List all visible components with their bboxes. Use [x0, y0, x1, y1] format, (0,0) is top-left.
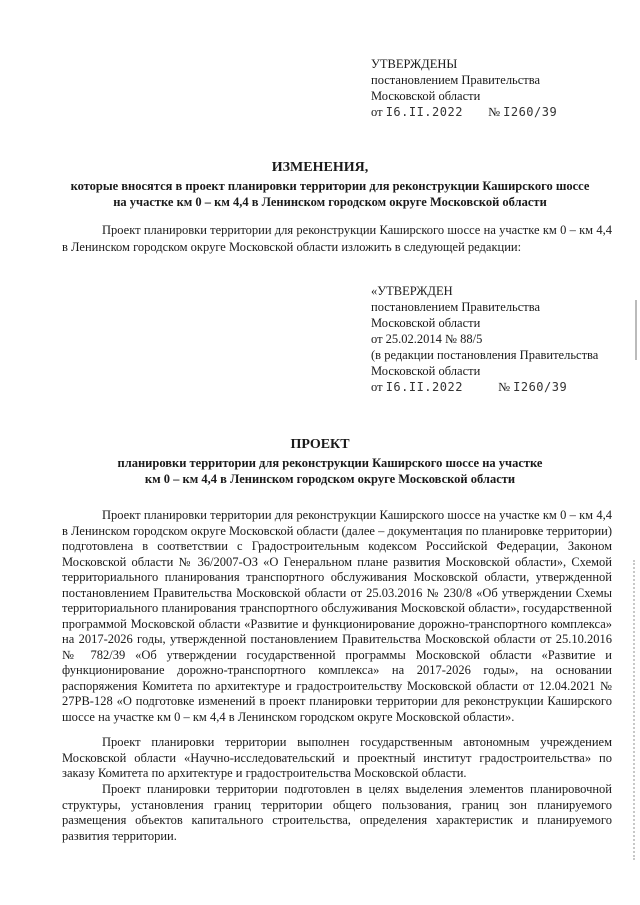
approval-block-edition — [371, 283, 598, 395]
approval2-edition-region: Московской области — [371, 364, 481, 378]
changes-subtitle-line2: на участке км 0 – км 4,4 в Ленинском городском округе Московской области — [113, 195, 547, 209]
scan-edge-mark — [635, 300, 637, 360]
approval2-region: Московской области — [371, 316, 481, 330]
body-paragraph-1-text: Проект планировки территории для реконструкции Каширского шоссе на участке км 0 – км 4,4 в Ленинском городском округе Московской области (далее – документация по планировке территории) подготовлена в соответствии с Градостроительным кодексом Российской Федерации, Законом Московской области № 36/2007-ОЗ «О Генеральном плане развития Московской области», Схемой территориального планирования транспортного обслуживания Московской области, утвержденной постановлением Правительства Московской области от 25.03.2016 № 230/8 «Об утверждении Схемы территориального планирования транспортного обслуживания Московской области», государственной программой Московской области «Развитие и функционирование дорожно-транспортного комплекса» на 2017-2026 годы, утвержденной постановлением Правительства Московской области от 25.10.2016 № 782/39 «Об утверждении государственной программы Московской области «Развитие и функционирование дорожно-транспортного комплекса» на 2017-2026 годы», на основании распоряжения Комитета по архитектуре и градостроительству Московской области от 12.04.2021 № 27РВ-128 «О подготовке изменений в проект планировки территории для реконструкции Каширского шоссе на участке км 0 – км 4,4 в Ленинском городском округе Московской области». — [62, 508, 612, 724]
approval-date-prefix: от — [371, 105, 383, 119]
body-paragraph-3-text: Проект планировки территории подготовлен в целях выделения элементов планировочной структуры, установления границ территории общего пользования, границ зон планируемого размещения объектов капитального строительства, определения характеристик и планируемого развития территории. — [62, 782, 612, 843]
project-subtitle — [40, 455, 620, 487]
approval-number: I260/39 — [503, 105, 558, 119]
approval-date: I6.II.2022 — [385, 105, 463, 119]
changes-subtitle-line1: которые вносятся в проект планировки территории для реконструкции Каширского шоссе — [70, 179, 590, 193]
intro-paragraph-text: Проект планировки территории для реконструкции Каширского шоссе на участке км 0 – км 4,4 в Ленинском городском округе Московской области изложить в следующей редакции: — [62, 223, 612, 254]
approval2-authority: постановлением Правительства — [371, 300, 541, 314]
project-subtitle-line2: км 0 – км 4,4 в Ленинском городском округе Московской области — [144, 472, 516, 486]
approval2-date: I6.II.2022 — [385, 380, 463, 394]
approval-heading: УТВЕРЖДЕНЫ — [371, 57, 458, 71]
approval2-original-date: от 25.02.2014 № 88/5 — [371, 332, 483, 346]
changes-title: ИЗМЕНЕНИЯ, — [271, 160, 369, 175]
approval-number-sign: № — [488, 105, 500, 119]
body-paragraph-1 — [62, 508, 612, 725]
approval-region: Московской области — [371, 89, 481, 103]
body-paragraph-2 — [62, 735, 612, 782]
approval2-edition-note: (в редакции постановления Правительства — [371, 348, 599, 362]
approval-block — [371, 56, 557, 120]
approval-authority: постановлением Правительства — [371, 73, 541, 87]
intro-paragraph — [62, 222, 612, 256]
approval-date-line — [371, 104, 557, 120]
approval2-heading: «УТВЕРЖДЕН — [371, 284, 453, 298]
scan-edge-dots — [633, 560, 638, 860]
changes-subtitle — [40, 178, 620, 210]
approval2-date-line — [371, 379, 598, 395]
project-subtitle-line1: планировки территории для реконструкции Каширского шоссе на участке — [117, 456, 543, 470]
approval2-date-prefix: от — [371, 380, 383, 394]
approval2-number: I260/39 — [513, 380, 568, 394]
project-title: ПРОЕКТ — [290, 437, 350, 452]
body-paragraph-3 — [62, 782, 612, 844]
body-paragraph-2-text: Проект планировки территории выполнен государственным автономным учреждением Московской области «Научно-исследовательский и проектный институт градостроительства» по заказу Комитета по архитектуре и градостроительства Московской области. — [62, 735, 612, 780]
approval2-number-sign: № — [498, 380, 510, 394]
